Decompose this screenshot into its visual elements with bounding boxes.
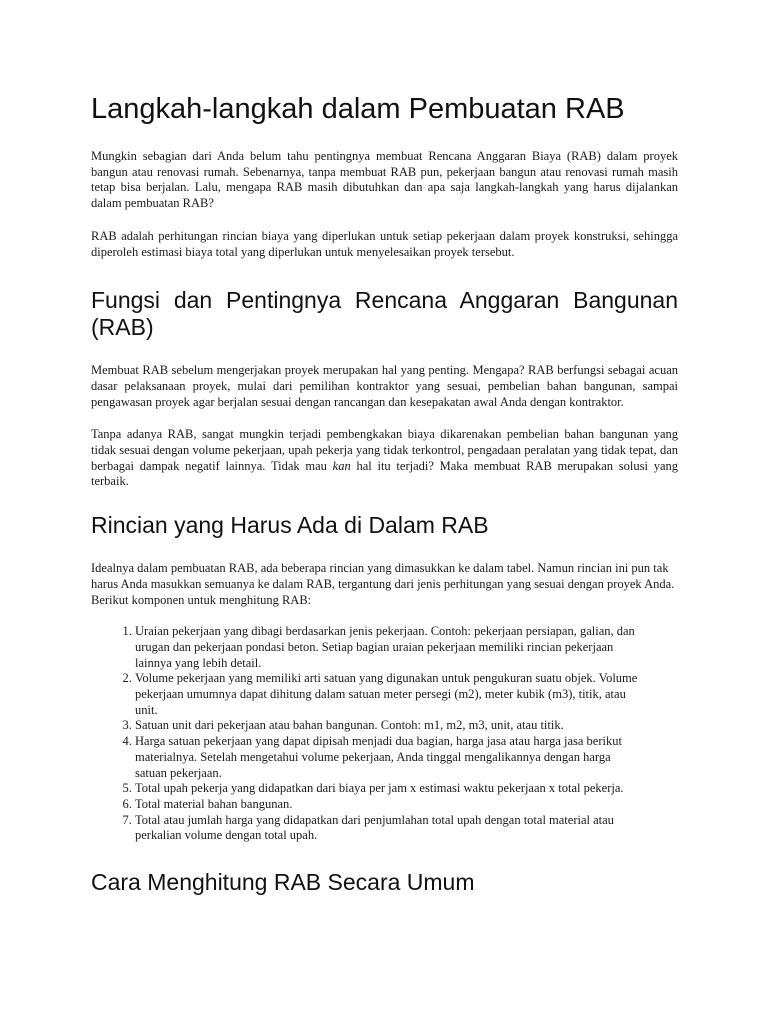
rincian-paragraph-1: Idealnya dalam pembuatan RAB, ada beberapa rincian yang dimasukkan ke dalam tabel. Namun rincian ini pun tak harus Anda masukkan semuanya ke dalam RAB, tergantung dari jenis perhitungan yang sesuai dengan proyek Anda. Berikut komponen untuk menghitung RAB: bbox=[91, 561, 675, 607]
fungsi-paragraph-2-emphasis: kan bbox=[332, 458, 351, 473]
intro-paragraph-2: RAB adalah perhitungan rincian biaya yang diperlukan untuk setiap pekerjaan dalam proyek konstruksi, sehingga diperoleh estimasi biaya total yang diperlukan untuk menyelesaikan proyek tersebut. bbox=[91, 228, 678, 259]
document-page bbox=[91, 92, 678, 896]
fungsi-paragraph-2 bbox=[91, 427, 678, 490]
list-item: 7. Total atau jumlah harga yang didapatkan dari penjumlahan total upah dengan total material atau perkalian volume dengan total upah. bbox=[135, 813, 645, 844]
section-heading-fungsi: Fungsi dan Pentingnya Rencana Anggaran Bangunan (RAB) bbox=[91, 287, 678, 341]
list-item: 3. Satuan unit dari pekerjaan atau bahan bangunan. Contoh: m1, m2, m3, unit, atau titik. bbox=[135, 718, 645, 734]
section-heading-cara: Cara Menghitung RAB Secara Umum bbox=[91, 869, 475, 896]
section-heading-rincian: Rincian yang Harus Ada di Dalam RAB bbox=[91, 512, 489, 539]
rincian-component-list bbox=[91, 624, 645, 844]
list-item: 6. Total material bahan bangunan. bbox=[135, 797, 645, 813]
list-item: 2. Volume pekerjaan yang memiliki arti satuan yang digunakan untuk pengukuran suatu objek. Volume pekerjaan umumnya dapat dihitung dalam satuan meter persegi (m2), meter kubik (m3), titik, atau unit. bbox=[135, 671, 645, 718]
list-item: 1. Uraian pekerjaan yang dibagi berdasarkan jenis pekerjaan. Contoh: pekerjaan persiapan, galian, dan urugan dan pekerjaan pondasi beton. Setiap bagian uraian pekerjaan memiliki rincian pekerjaan lainnya yang lebih detail. bbox=[135, 624, 645, 671]
page-title: Langkah-langkah dalam Pembuatan RAB bbox=[91, 93, 625, 125]
list-item: 4. Harga satuan pekerjaan yang dapat dipisah menjadi dua bagian, harga jasa atau harga jasa berikut materialnya. Setelah mengetahui volume pekerjaan, Anda tinggal mengalikannya dengan harga satuan pekerjaan. bbox=[135, 734, 645, 781]
fungsi-paragraph-2-text-a: Tanpa adanya RAB, sangat mungkin terjadi pembengkakan biaya dikarenakan pembelian bahan bangunan yang tidak sesuai dengan volume pekerjaan, upah pekerja yang tidak terkontrol, pengadaan peralatan yang tidak tepat, dan berbagai dampak negatif lainnya. Tidak mau bbox=[91, 427, 678, 473]
list-item: 5. Total upah pekerja yang didapatkan dari biaya per jam x estimasi waktu pekerjaan x total pekerja. bbox=[135, 781, 645, 797]
fungsi-paragraph-1: Membuat RAB sebelum mengerjakan proyek merupakan hal yang penting. Mengapa? RAB berfungsi sebagai acuan dasar pelaksanaan proyek, mulai dari pemilihan kontraktor yang sesuai, pembelian bahan bangunan, sampai pengawasan proyek agar berjalan sesuai dengan rancangan dan kesepakatan awal Anda dengan kontraktor. bbox=[91, 363, 678, 409]
intro-paragraph-1: Mungkin sebagian dari Anda belum tahu pentingnya membuat Rencana Anggaran Biaya (RAB) dalam proyek bangun atau renovasi rumah. Sebenarnya, tanpa membuat RAB pun, pekerjaan bangun atau renovasi rumah masih tetap bisa berjalan. Lalu, mengapa RAB masih dibutuhkan dan apa saja langkah-langkah yang harus dijalankan dalam pembuatan RAB? bbox=[91, 149, 678, 211]
fungsi-paragraph-2-text-b: hal itu terjadi? Maka membuat RAB merupakan solusi yang terbaik. bbox=[91, 458, 679, 489]
